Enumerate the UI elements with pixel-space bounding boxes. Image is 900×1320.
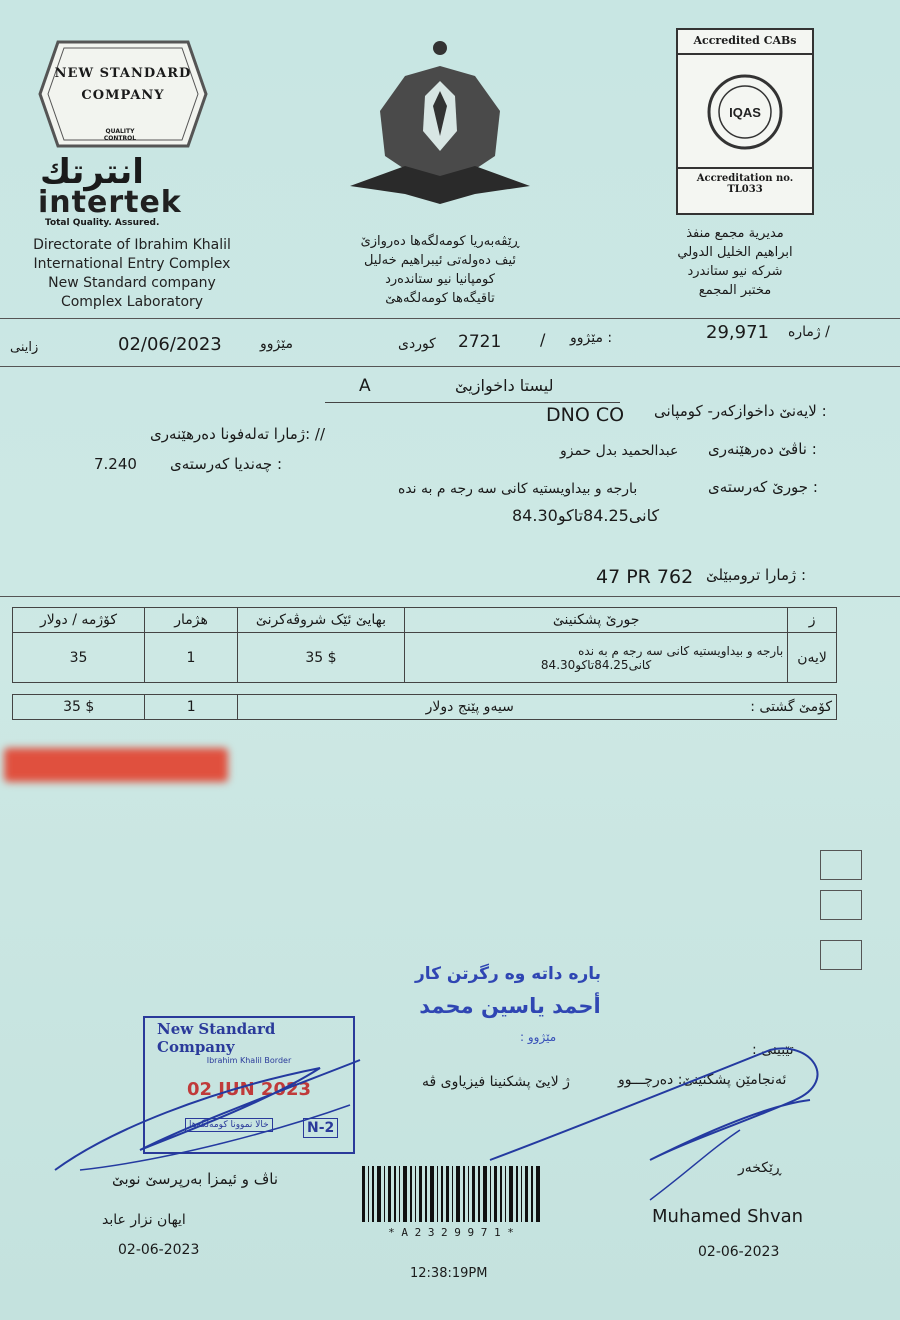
row-test-line: بارجه و بيداويستيه كانى سه رجه م به نده [578,643,784,658]
doc-number: 29,971 [706,322,769,343]
row-total: 35 [13,633,145,683]
intertek-tagline: Total Quality. Assured. [45,218,160,228]
goods-label: جورێ کەرستەی : [708,478,818,496]
driver-value: عبدالحميد بدل حمزو [560,443,679,459]
left-sign-date: 02-06-2023 [118,1242,200,1258]
date-value: 02/06/2023 [118,334,222,355]
row-test-line: کانی84.25تاکو84.30 [540,657,652,672]
row-side: لایەن [788,633,837,683]
header-count: هژمار [145,608,238,633]
receiver-date-label: مێژوو : [520,1030,557,1044]
accreditation-no: TL033 [727,184,763,195]
logo-line1: NEW STANDARD [54,66,192,81]
header-total: كۆژمە / دولار [13,608,145,633]
notes-label: تێبینی : [752,1042,794,1058]
list-title-box [325,376,620,403]
goods-range: کانی84.25تاکو84.30 [512,506,660,525]
kurdish-date: 2721 [458,332,502,352]
requester-label: لایەنێ داخوازکەر- کومپانی : [654,402,827,420]
iqas-logo-icon [680,57,810,167]
side-box [820,850,862,880]
center-header-line: تاقیگەها کومەلگەهێ [385,291,495,306]
sum-total: 35 $ [13,695,145,720]
goods-value: بارجه و بيداويستيه كانى سه رجه م به نده [398,481,638,497]
left-header-line: New Standard company [48,275,216,291]
right-header-line: ابراهيم الخليل الدولي [677,245,793,260]
table-header-row [13,608,837,633]
vehicle-label: ژمارا ترومبێلێ : [706,566,807,584]
requester-value: DNO CO [546,404,625,426]
logo-line2: COMPANY [81,88,165,103]
sum-count: 1 [145,695,238,720]
left-sign-title: ناڤ و ئیمزا بەرپرسێ نوبێ [112,1170,279,1188]
sum-table [12,694,837,720]
accreditation-title: Accredited CABs [693,34,797,47]
center-header-line: ڕێڤەبەریا کومەلگەها دەروازێ [360,234,520,249]
receiver-title: باره داته وه رگرتن كار [414,964,602,984]
print-time: 12:38:19PM [410,1266,488,1281]
right-sign-title: ڕێکخەر [738,1160,782,1176]
left-header-line: Directorate of Ibrahim Khalil [33,237,231,253]
redaction-mark [4,748,228,782]
divider [0,318,900,319]
left-header-line: Complex Laboratory [60,294,204,310]
center-header-line: ئیف دەولەتی ئیبراهیم خەلیل [363,253,517,268]
driver-label: ناڤێ دەرهێنەری : [708,440,817,458]
right-header-line: مختبر المجمع [698,283,772,298]
divider [0,596,900,597]
date-slash: / [540,330,546,349]
vehicle-value: 47 PR 762 [596,566,694,588]
row-count: 1 [145,633,238,683]
qty-value: 7.240 [94,455,137,473]
date-label: مێژوو : [570,330,613,346]
divider [0,366,900,367]
physical-label: ژ لایێ پشکنینا فیزیاوی ڤە [422,1074,570,1090]
kurdish-label: کوردی [398,336,436,352]
result-label: ئەنجامێن پشکنینێ: دەرچـــوو [618,1072,787,1088]
logo-quality: QUALITY CONTROL [103,128,137,142]
accreditation-box [676,28,814,215]
header-test-type: جورێ پشکنینێ [405,608,788,633]
sum-words: سیەو پێنج دولار [238,695,702,720]
krg-emblem-icon [345,36,535,211]
center-header [330,232,550,308]
row-test-type [405,633,788,683]
header-unit-price: بهایێ ئێک شروڤەکرنێ [237,608,404,633]
receiver-name: أحمد ياسين محمد [419,994,601,1018]
intertek-arabic: انترتك [40,152,144,192]
list-title: لیستا داخوازیێ [455,376,554,395]
left-header [22,236,242,312]
side-box [820,940,862,970]
right-sign-name: Muhamed Shvan [652,1206,804,1227]
stamp-date: 02 JUN 2023 [186,1079,312,1100]
stamp-code: N-2 [303,1118,338,1138]
intertek-logo: intertek [38,185,182,220]
right-header [655,224,815,300]
number-label: ژمارە / [788,324,830,340]
table-row [13,633,837,683]
left-sign-name: ايهان نزار عابد [102,1212,186,1228]
zaini-label: زاینی [10,340,39,355]
row-unit-price: 35 $ [237,633,404,683]
header-index: ز [788,608,837,633]
right-header-line: مديرية مجمع منفذ [686,226,784,241]
stamp-arabic: خالا نموونا کومەلگەها [185,1118,273,1132]
right-header-line: شركه نيو ستاندرد [687,264,783,279]
left-header-line: International Entry Complex [33,256,231,272]
accreditation-no-label: Accreditation no. [696,173,794,184]
table-row [13,695,837,720]
list-letter: A [359,376,371,396]
barcode-text: * A 2 3 2 9 9 7 1 * [388,1226,514,1239]
center-header-line: کومپانیا نیو ستاندەرد [385,272,495,287]
right-sign-date: 02-06-2023 [698,1244,780,1260]
svg-text:IQAS: IQAS [729,105,761,120]
stamp-title: New Standard Company [157,1020,276,1056]
items-table [12,607,837,683]
sum-label: کۆمێ گشتی : [701,695,836,720]
side-box [820,890,862,920]
date-label-2: مێژوو [260,336,293,352]
stamp-sub: Ibrahim Khalil Border [206,1056,292,1065]
qty-label: چەندیا کەرستەی : [170,455,283,473]
phone-label: ژمارا تەلەفونا دەرهێنەری: // [150,425,325,443]
